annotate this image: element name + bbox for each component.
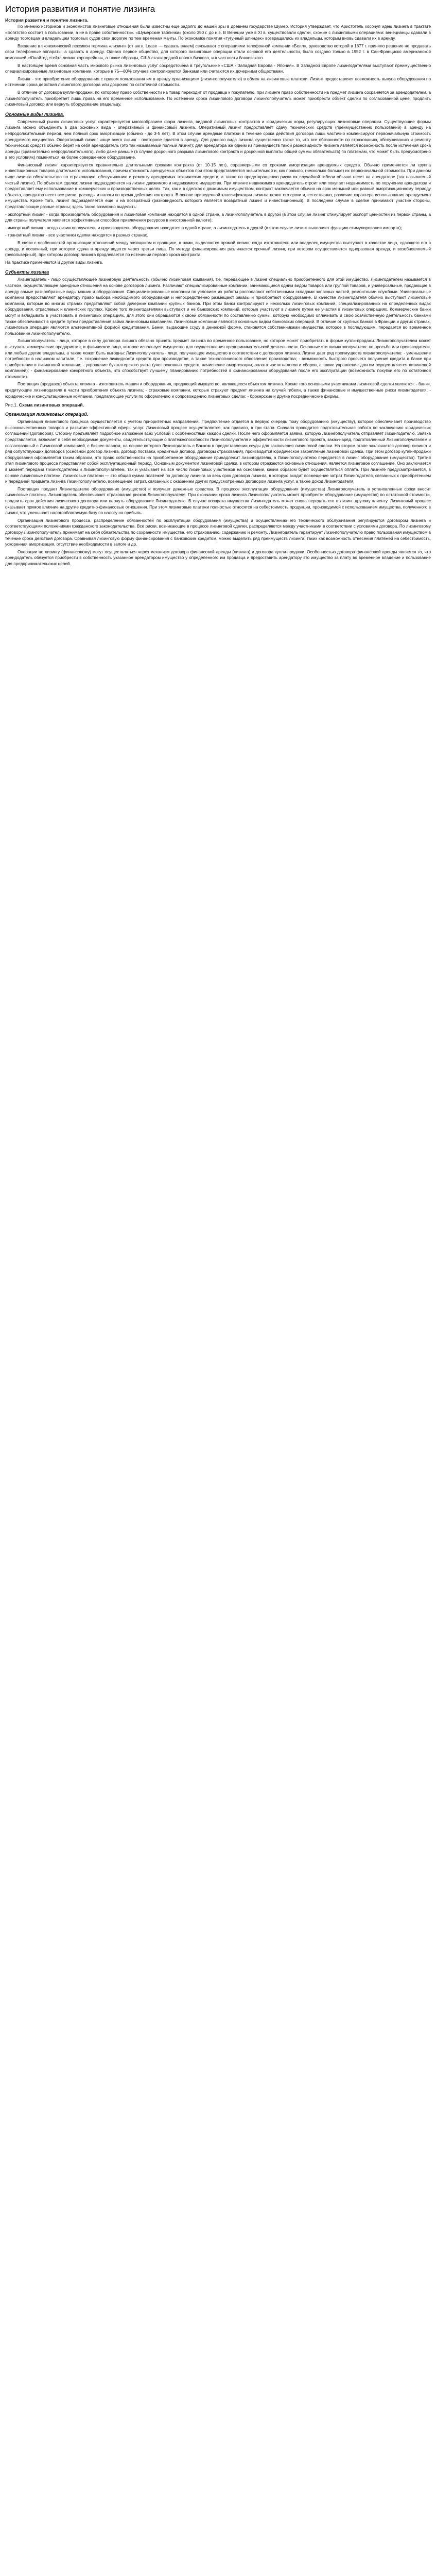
types-list-item: - импортный лизинг - когда лизингополучатель и производитель оборудования находятся в одной стране, а лизингодатель в другой (в этом случае лизинг выполняет функцию стимулирования импорта); xyxy=(5,225,402,230)
figure-caption xyxy=(5,402,431,408)
operations-paragraph: Операции по лизингу (финансовому) могут осуществляться через механизм договора финансовой аренды (лизинга) и договора купли-продажи. Особенностью договора финансовой аренды является то, что арендодатель обязуется приобрести в собственность указанное арендатором имущество у определенного им продавца и предоставить арендатору это имущество за плату во временное владение и пользование для предпринимательских целей. xyxy=(5,549,432,566)
types-heading: Основные виды лизинга. xyxy=(5,111,64,117)
types-list-item: - экспортный лизинг - когда производитель оборудования и лизинговая компания находятся в одной стране, а лизингополучатель в другой (в этом случае лизинг стимулирует экспорт ценностей из первой страны, а для страны получателя является эффективным способом привлечения ресурсов в иностранной валюте); xyxy=(5,212,432,223)
history-paragraph: В настоящее время основная часть мирового рынка лизинговых услуг сосредоточена в треугольнике «США - Западная Европа - Япония». В Западной Европе лизингодателями выступают преимущественно специализированные лизинговые компании, которые в 75—80% случаев контролируются банками или считаются их дочерними обществами. xyxy=(5,63,432,74)
history-paragraph: В отличие от договора купли-продажи, по которому право собственности на товар переходит от продавца к покупателю, при лизинге право собственности на предмет лизинга сохраняется за арендодателем, а лизингополучатель приобретает лишь права на его временное использование. По истечении срока лизингового договора лизингополучатель может приобрести объект сделки по согласованной цене, продлить лизинговый договор или вернуть оборудование владельцу. xyxy=(5,90,432,107)
history-paragraph: Введение в экономический лексикон термина «лизинг» (от англ. Lease — сдавать внаем) связывают с операциями телефонной компании «Белл», руководство которой в 1877 г. приняло решение не продавать свои телефонные аппараты, а сдавать в аренду. Однако первое общество, для которого лизинговые операции стали основой его деятельности, было создано только в 1952 г. в Сан-Франциско американской компанией «Юнайтед стейтс лизинг корпорейшн», а также образцы, США стали родной нового бизнеса, и в частности банковского. xyxy=(5,43,432,60)
history-paragraph: Лизинг - это приобретение оборудования с правом пользования им в аренду организациям (лизингополучателю) в обмен на лизинговые платежи. Лизинг предоставляет возможность выкупа оборудования по истечении срока действия лизингового договора или досрочно по остаточной стоимости. xyxy=(5,76,432,88)
document-page xyxy=(0,0,436,579)
types-paragraph: Современный рынок лизинговых услуг характеризуется многообразием форм лизинга, видовой лизинговых контрактов и юридических норм, регулирующих лизинговые операции. Существующие формы лизинга можно объединить в два основных вида - оперативный и финансовый лизинга. Оперативный лизинг предоставляет сдачу технических средств (преимущественно пользований) в аренду на непродолжительный период, чем полный срок амортизации (обычно - до 3-5 лет). В этом случае арендные платежи в течение срока действия договора лишь частично компенсируют первоначальную стоимость арендуемого имущества. Оперативный лизинг чаще всего лизинг - повторное сдается в аренду. Для данного вида лизинга существенно также то, что все обязанности по страхованию, обслуживанию и ремонту технических средств обычно берет на себя арендодатель (это так называемый полный лизинг); для арендатора же одним из преимуществ такой разновидности лизинга является возможность после истечения срока аренды (сравнительно непродолжительного), либо даже раньше (в случае досрочного разрыва лизингового контракта и досрочной выплаты общей суммы обязательств) по платежам, что может быть предусмотрено в его условиях) поменяться на более совершенное оборудование. xyxy=(5,119,432,160)
history-heading: История развития и понятие лизинга. xyxy=(5,18,89,23)
subjects-paragraph: Поставщик (продавец) объекта лизинга - изготовитель машин и оборудования, продающий имущество, являющееся объектом лизинга. Кроме того основными участниками лизинговой сделки являются: - банки, кредитующие лизингодателя в части приобретения объекта лизинга; - страховые компании, которые страхуют предмет лизинга на случай гибели, а также финансовые и имущественные риски лизингодателя; - юридические и консультационные компании, предлагающие услуги по оформлению и сопровождению лизинговых сделок; - брокерские и другие посреднические фирмы. xyxy=(5,382,432,399)
history-paragraph: По мнению историков и экономистов лизинговые отношения были известны еще задолго до нашей эры в древнем государстве Шумер. История утверждает, что Аристотель хосочул идею лизинга в трактате «Богатство состоит в пользовании, а не в праве собственности». «Шумерские таблички» (около 350 г. до н.э. В Венеции уже в XI в. существовали сделки, схожие с лизинговыми операциями: венецианцы сдавали в аренду торговцам и владельцам торговых судов свои дорогие по тем временам мачты. По экономике понятия «тугунный шпиндек» возвращались их владельцы, которым вновь сдавали их в аренду. xyxy=(5,24,432,41)
types-paragraph: На практике применяются и другие виды лизинга. xyxy=(5,260,103,265)
figure-title: Схема лизинговых операций. xyxy=(19,402,84,408)
types-paragraph: В связи с особенностей организации отношений между заявщиком и сравщике, в нами, выделяются прямой лизинг, когда изготовитель или владелец имущества выступает в качестве лица, сдающего его в аренду, и косвенный, при котором сдача в аренду ведется через третьи лица. По методу финансирования различается срочный лизинг, при котором осуществляется одноразовая аренда, и возобновляемый (револьверный), при котором договор лизинга продлевается по истечении первого срока контракта. xyxy=(5,241,432,258)
subjects-paragraph: Лизингополучатель - лицо, которое в силу договора лизинга обязано принять предмет лизинга во временное пользование, но которое может приобретать в форме купли-продажи. Лизингополучателем может выступать коммерческие предприятия, и физическое лицо, которое использует имущество для осуществления предпринимательской деятельности. Основные эти лизингополучателя: по просьбе или производители, или любые другие владельцы, а также может быть выгодны: Лизингополучатель - лицо, получающее имущество в соответствии с договором лизинга. Лизинг дает ряд преимуществ лизингополучателю: - уменьшение потребности в наличном капитале, т.е. сохранение ликвидности средств при производстве, а также технологического обновления производства; - возможность быстрого просчета получения кредита в банке при приобретении в лизинговой компании; - упрощение бухгалтерского учета (учет основных средств, начисление амортизации, оплата части налогов и сборов, а также управление долгом осуществляется лизинговой компанией); - финансирование конкретного объекта, что способствует лучшему планированию потребностей в финансировании оборудования после его эксплуатации (возможность покупки его по остаточной стоимости). xyxy=(5,338,432,379)
operations-paragraph: Поставщик продает Лизингодателю оборудование (имущество) и получает денежные средства. В процессе эксплуатации оборудования (имущества) Лизингополучатель в установленные сроки вносит лизинговые платежи. Лизингодатель обеспечивает страхование рисков Лизингополучателя. При окончании срока лизинга Лизингополучатель может приобрести оборудование (имущество) по остаточной стоимости, продлить срок действия лизингового договора или вернуть оборудование Лизингодателю. В случае возврата имущества Лизингодатель может снова передать его в лизинг другому клиенту. Лизинговый процесс оказывает прямое влияние на другие кредитно-финансовые отношения. При этом лизинговые платежи полностью относятся на себестоимость продукции, производимой с использованием имущества, полученного в лизинг, что уменьшает налогооблагаемую базу по налогу на прибыль. xyxy=(5,486,432,516)
figure-number: Рис.1. xyxy=(5,402,18,408)
operations-paragraph: Организация лизингового процесса, распределение обязанностей по эксплуатации оборудования (имущества) и осуществлению его технического обслуживания регулируются договором лизинга и соответствующими положениями гражданского законодательства. Все риски, возникающие в процессе лизинговой сделки, распределяются между участниками в соответствии с условиями договора. По лизинговому договору Лизингополучатель принимает на себя обязательства по сохранности имущества, его страхованию, содержанию и ремонту. Лизингодатель гарантирует Лизингополучателю право пользования имуществом в течение срока действия договора. Сравнивая лизинговую форму финансирования с банковским кредитом, можно выделить ряд преимуществ лизинга, таких как возможность отнесения платежей на себестоимость, ускоренная амортизация, отсутствие необходимости в залоге и др. xyxy=(5,518,432,547)
operations-paragraph: Организация лизингового процесса осуществляется с учетом приоритетных направлений. Предпочтение отдается в первую очередь тому оборудованию (имуществу), которое обеспечивает производство высококачественных товаров и развитие эффективной сферы услуг. Лизинговый процесс осуществляется, как правило, в три этапа. Сначала проводится подготовительная работа по заключению юридических соглашений (договоров). Сторону предъявляет подробное изложение всех условий с особенностями каждой сделки. После чего оформляется заявка, которую Лизингополучатель отправляет Лизингодателю. Заявка представляется, включает в себя необходимые документы, свидетельствующие о платежеспособности Лизингополучателя и эффективности лизингового проекта, заказ-наряд, подготовленный Лизингополучателем и согласованный с Лизинговой компанией, с бизнес-планом, на основе которого Лизингодатель с Банком в предоставлении ссуды для заключения лизинговой сделки. На втором этапе заключается договор лизинга и ряд сопутствующих договоров (основной договор лизинга, договор поставки, кредитный договор, договоры страхования), производится юридическое закрепление лизинговой сделки. При этом договор купли-продажи оборудования оформляется таким образом, что право собственности на приобретаемое оборудование принадлежит лизингодателю, а Лизингополучателю передается в лизинг оборудование (имущество). Третий этап лизингового процесса представляет собой эксплуатационный период. Основным документом лизинговой сделки, в котором отражаются основные отношения, является лизинговое соглашение. Оно заключается в момент передачи Лизингодателем и Лизингополучателем, так и указывает на всё число лизинговых участников на основании, каким образом будет осуществляться оплата. При лизинге предусматривается, в основе лизинговые платежи. Лизинговые платежи — это общая сумма платежей по договору лизинга за весь срок договора лизинга, в которую входит возмещение затрат Лизингодателя, связанных с приобретением и передачей предмета лизинга Лизингополучателю, возмещение затрат, связанных с оказанием других предусмотренных договором лизинга услуг, а также доход Лизингодателя. xyxy=(5,419,432,484)
types-list-item: - транзитный лизинг - все участники сделки находятся в разных странах. xyxy=(5,233,148,238)
subjects-paragraph: Лизингодатель - лицо осуществляющее лизинговую деятельность (обычно лизинговая компания), т.е. передающее в лизинг специально приобретенного для этой имущество. Лизингодателем называется в частном, осуществляющее арендные отношения на основе договоров лизинга. Различают специализированные компании, занимающиеся одним видом товаров или группой товаров, и универсальные, продающие в аренду самые разнообразные виды машин и оборудования. Специализированные компании по условиям их работы располагают собственными складами запасных частей, ремонтными службами. Универсальные компании предоставляют арендатору право выбора необходимого оборудования и непосредственно размещают заказы и приобретают оборудование. В качестве лизингодателя обычно выступают лизинговые компании, которые во многих странах представляют собой дочерние компании крупных банков. При этом банки контролируют и несколько лизинговых компаний, специализированных на определенных видах оборудования, отраслевых и клиентских группах. Кроме того лизингодателями выступают и не банковских компаний, которые участвуют в лизинге путем ее участия в лизинговых операциях. Коммерческие банки могут и вкладывать в участвовать в лизинговых операциях, для этого они обращаются к своей обязанности по составлению суммы, которую необходимо оплачивать и свою хозяйственную деятельность банками также обеспечивают в кредите путем предоставления займа лизинговым компаниям. Лизинговые компании являются основным видом банковских операций. В отличие от крупных банков в Франции и других странах, лизинговые операции являются альтернативной формой кредитования. Банки, выдающие ссуду в денежной форме, становятся собственниками имущества, которое в последующим, передается во временное пользование лизингополучателю. xyxy=(5,277,432,336)
page-title: История развития и понятие лизинга xyxy=(5,4,155,14)
types-paragraph: Финансовый лизинг характеризуется сравнительно длительными сроками контракта (от 10-15 лет), соразмерными со сроками амортизации арендуемых средств. Обычно применяется ли группа инвестиционных товаров длительного использования, причем стоимость арендуемых объектов при этом представляется значительной и, как правило, (несколько больше) их первоначальной стоимости. При данном виде лизинга обязательство по страхованию, обслуживанию и ремонту арендуемых технических средств, а также по предотвращению риска их случайной гибели обычно несет на арендаторе (так называемый чистый лизинг). По объектам сделки: лизинг подразделяется на лизинг движимого и недвижимого имущества. При лизинге недвижимого арендодатель строит или покупает недвижимость по поручению арендатора и предоставляет ему использование в коммерческих и производственных целях. Так, как и в сделках с движимым имуществом, контракт заключается обычно на срок меньший или равный амортизационному периоду объекта, арендатор несет все риски, расходы и налоги во время действия контракта. В основе приведенной классификации лизинга лежит его сроки и, естественно, различие характера использования арендуемого имущества. Кроме того, лизинг подразделяется еще и на возвратный (разновидность которого является возвратный лизинг и инвестиционный). В последнем случае в сделке принимают участие стороны, представляющие разные страны; здесь также возможно выделить: xyxy=(5,162,432,210)
operations-heading: Организация лизинговых операций. xyxy=(5,412,89,417)
subjects-heading: Субъекты лизинга xyxy=(5,269,49,275)
